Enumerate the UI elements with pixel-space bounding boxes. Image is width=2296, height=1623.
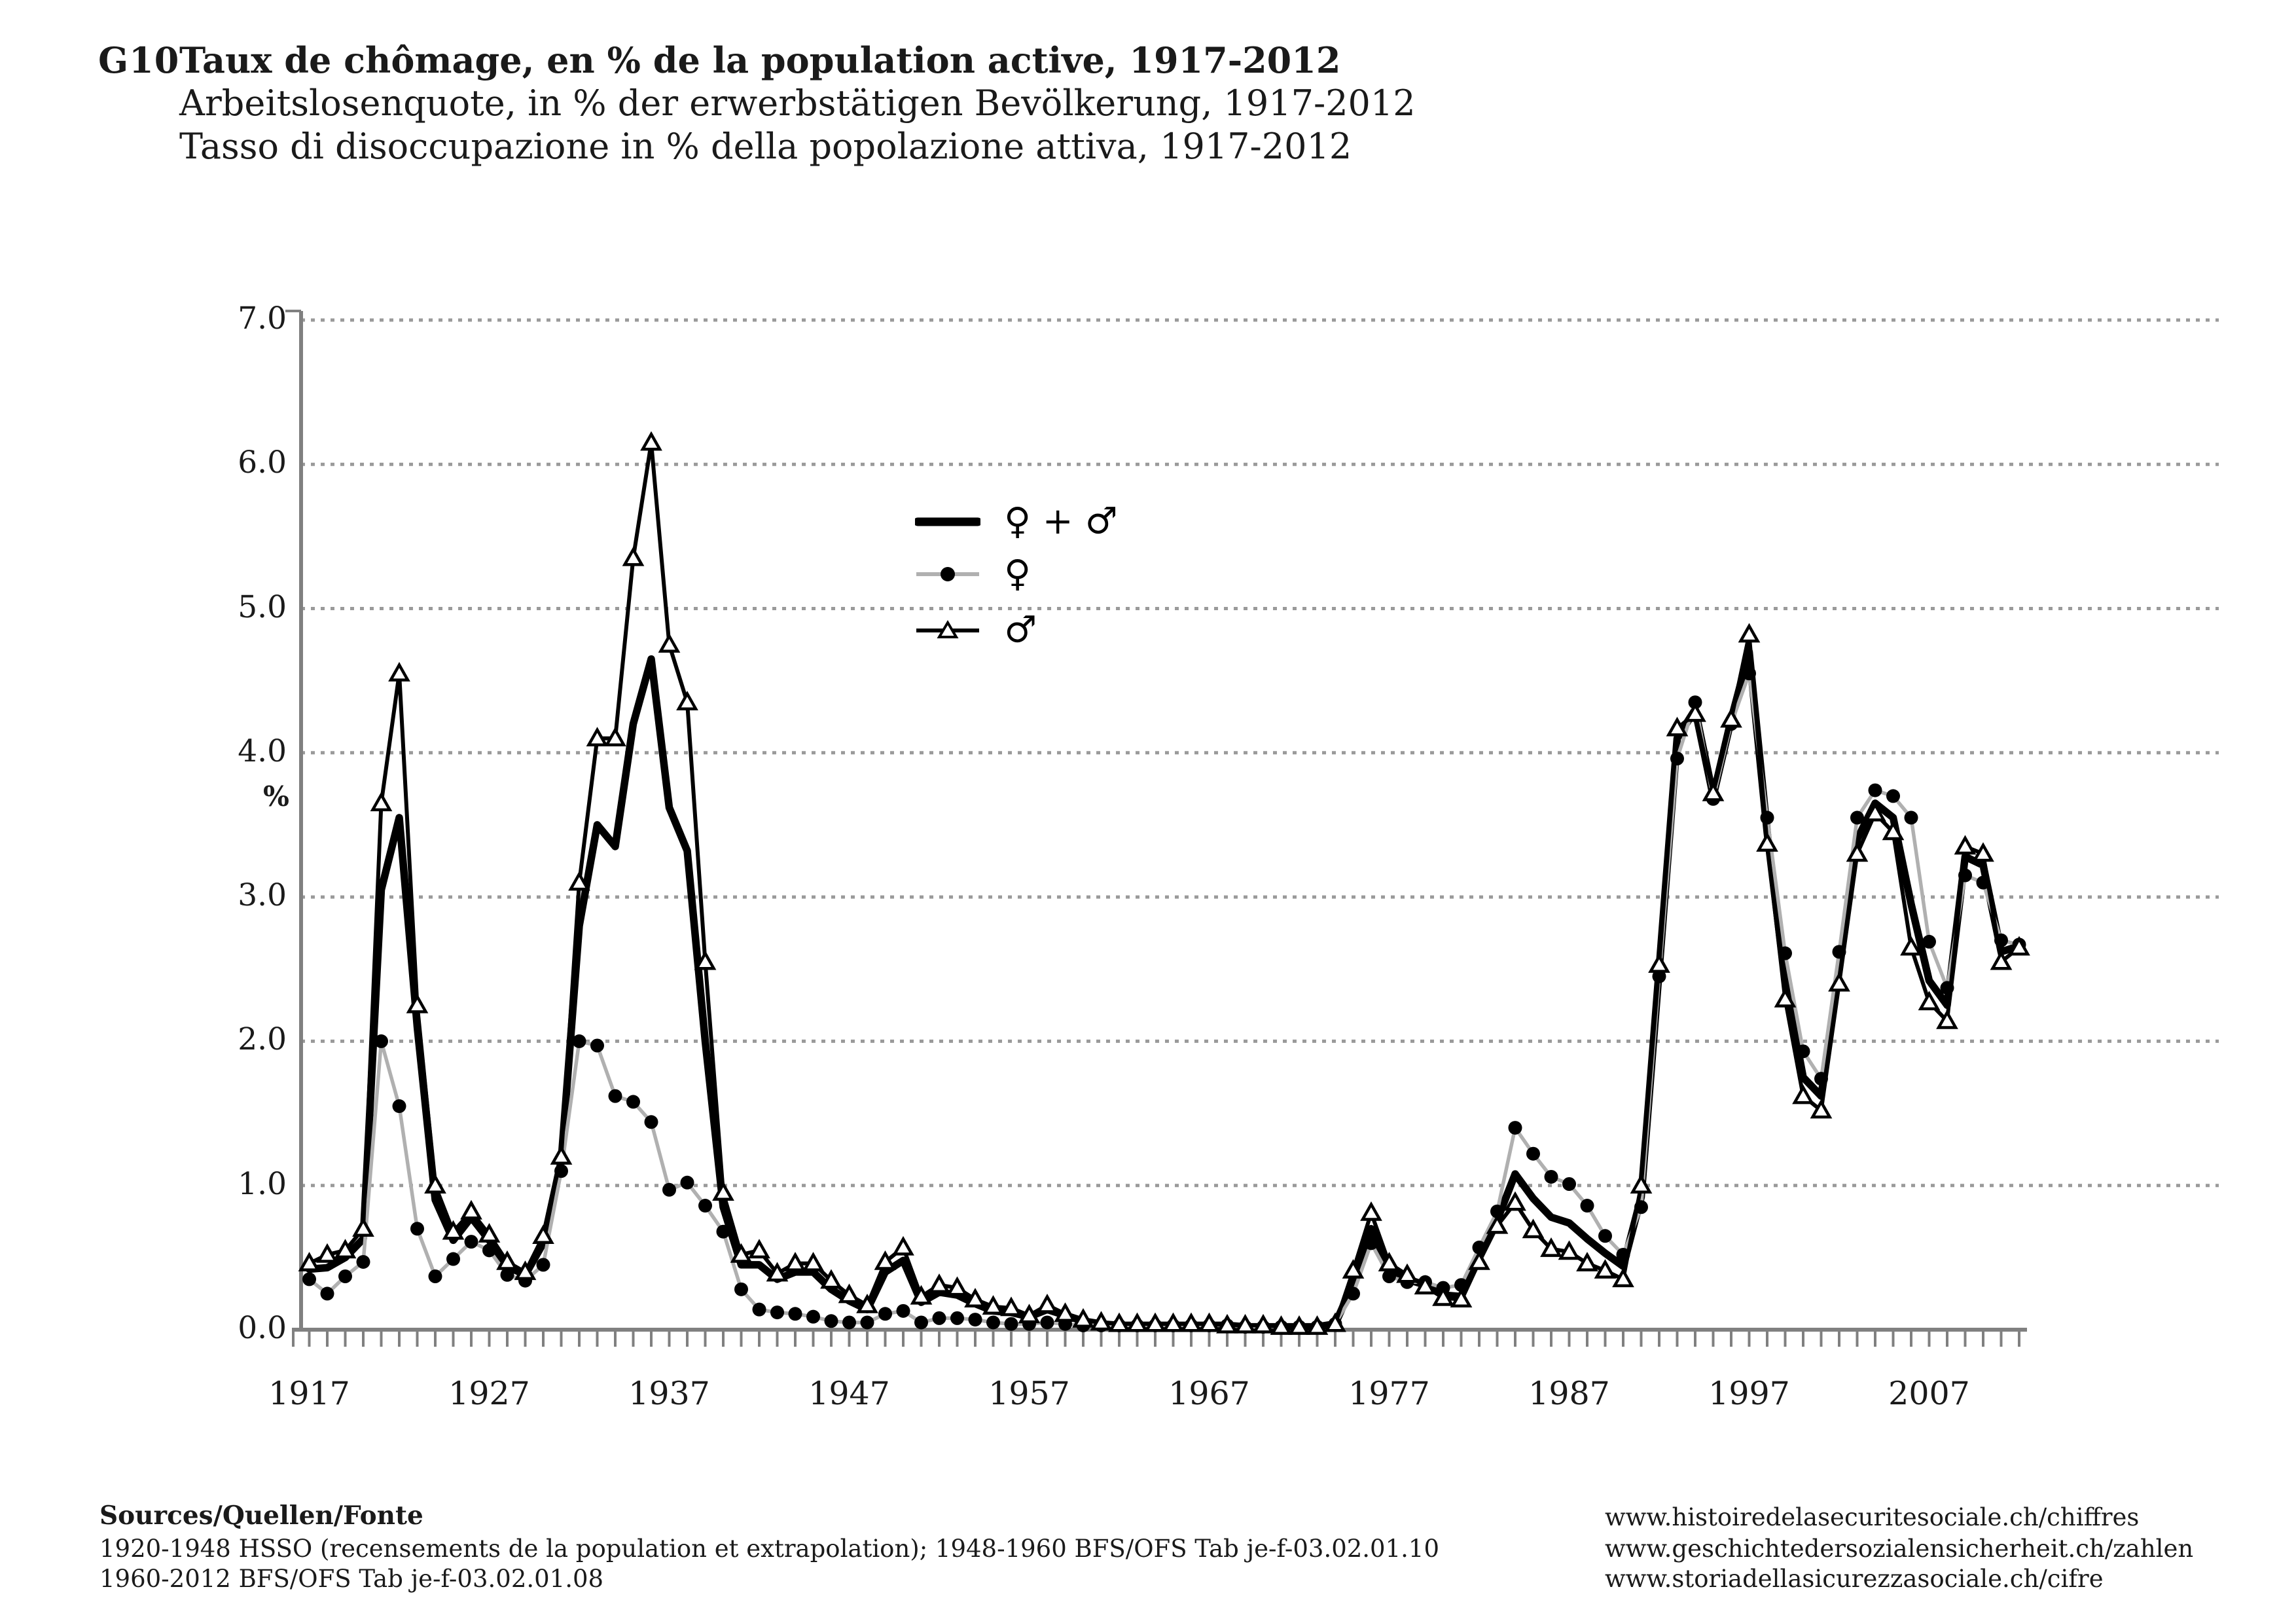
figure-code: G10 — [98, 39, 180, 81]
x-tick-label-1937: 1937 — [628, 1375, 710, 1412]
legend-symbol-triangle-line — [915, 619, 980, 642]
legend-symbol-dot-line — [915, 563, 980, 585]
y-tick-label-0.0: 0.0 — [238, 1310, 287, 1346]
x-tick-label-1977: 1977 — [1348, 1375, 1430, 1412]
series-female — [302, 666, 2026, 1334]
x-axis-year-ticks — [293, 1330, 2019, 1347]
series-male — [301, 434, 2028, 1333]
url-italian: www.storiadellasicurezzasociale.ch/cifre — [1605, 1565, 2104, 1593]
x-tick-label-1997: 1997 — [1708, 1375, 1790, 1412]
legend-label-female: ♀ — [1004, 553, 1031, 595]
y-tick-label-4.0: 4.0 — [238, 733, 287, 769]
x-tick-label-1987: 1987 — [1528, 1375, 1610, 1412]
url-german: www.geschichtedersozialensicherheit.ch/zahlen — [1605, 1535, 2194, 1563]
title-french: Taux de chômage, en % de la population active, 1917-2012 — [179, 39, 1341, 81]
sources-line-2: 1960-2012 BFS/OFS Tab je-f-03.02.01.08 — [99, 1565, 604, 1593]
x-tick-label-2007: 2007 — [1888, 1375, 1970, 1412]
title-italian: Tasso di disoccupazione in % della popolazione attiva, 1917-2012 — [179, 126, 1352, 167]
legend-label-total: ♀ + ♂ — [1004, 500, 1118, 543]
gridlines — [301, 320, 2219, 1186]
x-tick-label-1957: 1957 — [988, 1375, 1070, 1412]
y-tick-label-6.0: 6.0 — [238, 445, 287, 481]
url-french: www.histoiredelasecuritesociale.ch/chiffres — [1605, 1503, 2140, 1531]
legend — [915, 498, 1118, 659]
series-total — [310, 652, 2020, 1327]
x-tick-label-1947: 1947 — [808, 1375, 890, 1412]
sources-line-1: 1920-1948 HSSO (recensements de la population et extrapolation); 1948-1960 BFS/OFS Tab je-f-03.02.01.10 — [99, 1535, 1439, 1563]
y-tick-label-3.0: 3.0 — [238, 877, 287, 914]
x-tick-label-1967: 1967 — [1168, 1375, 1250, 1412]
x-tick-label-1927: 1927 — [448, 1375, 530, 1412]
y-tick-label-2.0: 2.0 — [238, 1021, 287, 1058]
y-axis-unit-label: % — [263, 780, 289, 812]
title-german: Arbeitslosenquote, in % der erwerbstätigen Bevölkerung, 1917-2012 — [179, 82, 1416, 124]
y-tick-label-5.0: 5.0 — [238, 589, 287, 625]
legend-label-male: ♂ — [1004, 609, 1037, 651]
sources-heading: Sources/Quellen/Fonte — [99, 1501, 423, 1531]
legend-item-male — [915, 602, 1118, 659]
legend-item-female — [915, 546, 1118, 602]
legend-symbol-thick-line — [915, 512, 980, 532]
y-tick-label-1.0: 1.0 — [238, 1165, 287, 1202]
y-tick-label-7.0: 7.0 — [238, 300, 287, 337]
legend-item-total — [915, 498, 1118, 546]
x-tick-label-1917: 1917 — [268, 1375, 350, 1412]
